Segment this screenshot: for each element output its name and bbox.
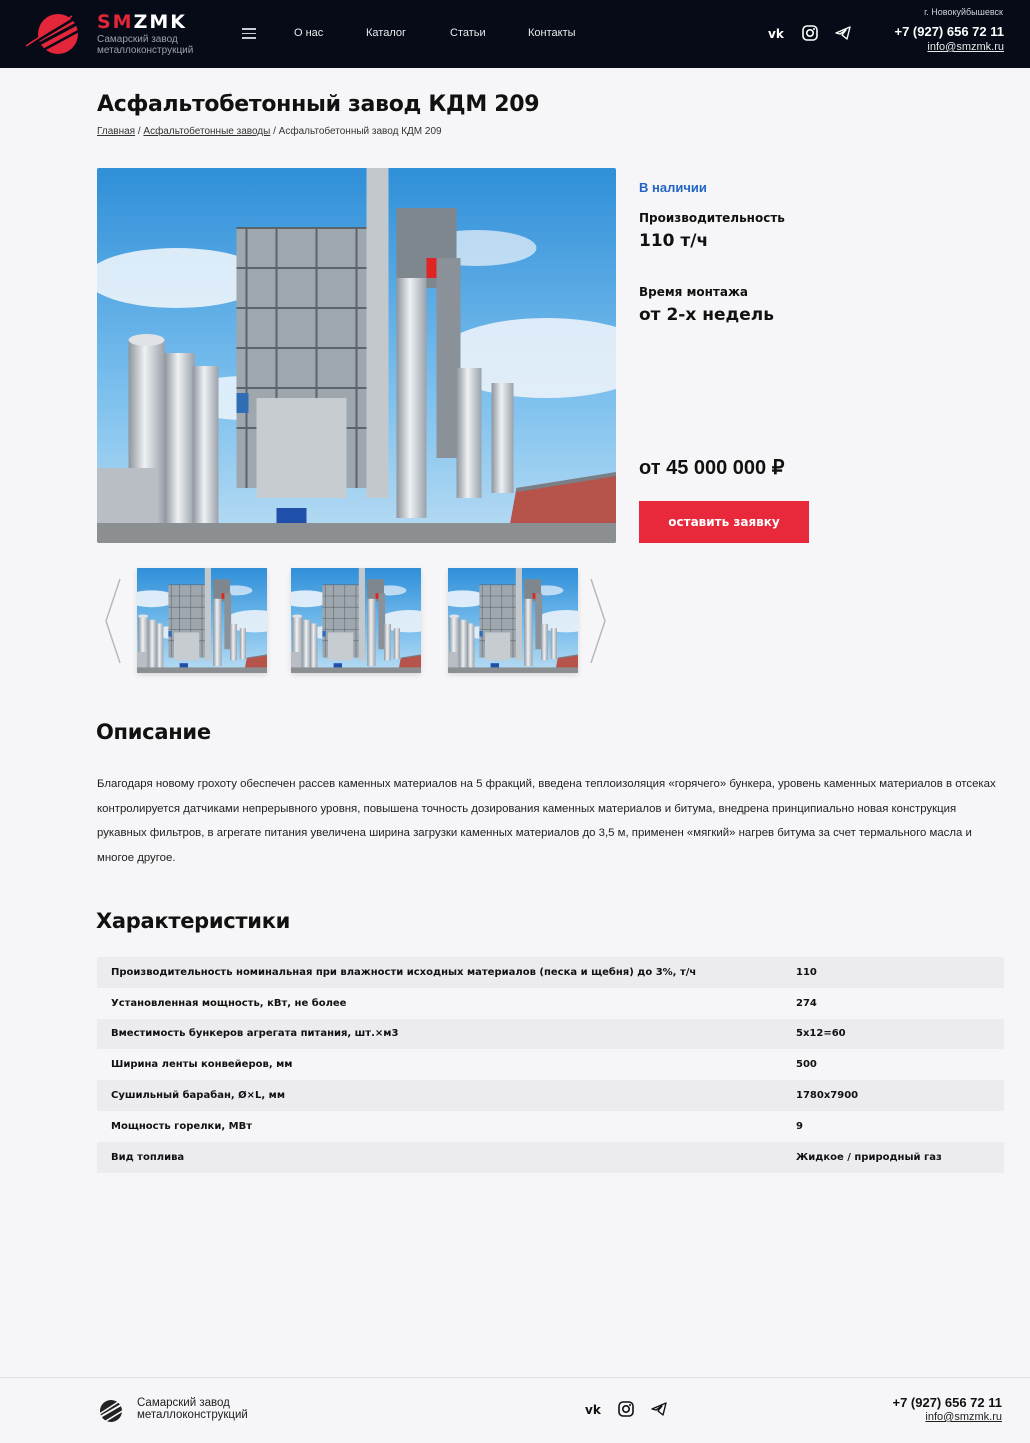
brand-tagline: Самарский завод металлоконструкций bbox=[97, 34, 194, 56]
spec-name: Установленная мощность, кВт, не более bbox=[111, 997, 347, 1009]
breadcrumb-current: Асфальтобетонный завод КДМ 209 bbox=[278, 126, 442, 137]
svg-text:vk: vk bbox=[585, 1403, 601, 1417]
brand-name[interactable]: SMZMK bbox=[97, 11, 188, 33]
breadcrumb-separator: / bbox=[135, 126, 144, 137]
spec-name: Мощность горелки, МВт bbox=[111, 1120, 252, 1132]
table-row bbox=[97, 988, 1004, 1019]
spec-name: Ширина ленты конвейеров, мм bbox=[111, 1059, 293, 1071]
thumbnail[interactable] bbox=[137, 568, 267, 673]
header-phone[interactable]: +7 (927) 656 72 11 bbox=[894, 24, 1004, 39]
svg-text:vk: vk bbox=[768, 27, 784, 41]
specs-table bbox=[97, 957, 1004, 1173]
table-row bbox=[97, 957, 1004, 988]
availability-status: В наличии bbox=[639, 180, 707, 195]
logo-icon[interactable] bbox=[26, 10, 86, 56]
breadcrumb-separator: / bbox=[270, 126, 279, 137]
footer-email[interactable]: info@smzmk.ru bbox=[925, 1411, 1002, 1423]
productivity-label: Производительность bbox=[639, 211, 785, 225]
telegram-icon[interactable] bbox=[834, 24, 852, 42]
header-email[interactable]: info@smzmk.ru bbox=[927, 41, 1004, 53]
spec-value: Жидкое / природный газ bbox=[796, 1151, 942, 1163]
spec-value: 5х12=60 bbox=[796, 1028, 846, 1040]
thumbnail[interactable] bbox=[291, 568, 421, 673]
site-header bbox=[0, 0, 1030, 68]
install-time-label: Время монтажа bbox=[639, 285, 749, 299]
order-button[interactable]: оставить заявку bbox=[639, 501, 809, 543]
nav-catalog[interactable]: Каталог bbox=[366, 27, 406, 39]
nav-about[interactable]: О нас bbox=[294, 27, 324, 39]
table-row bbox=[97, 1080, 1004, 1111]
instagram-icon[interactable] bbox=[617, 1400, 635, 1418]
nav-articles[interactable]: Статьи bbox=[450, 27, 486, 39]
install-time-value: от 2-х недель bbox=[639, 305, 774, 325]
spec-name: Производительность номинальная при влажности исходных материалов (песка и щебня) до 3%, т/ч bbox=[111, 966, 697, 978]
price: от 45 000 000 ₽ bbox=[639, 457, 785, 479]
city-label: г. Новокуйбышевск bbox=[924, 7, 1003, 17]
nav-contacts[interactable]: Контакты bbox=[528, 27, 576, 39]
table-row bbox=[97, 1019, 1004, 1050]
productivity-value: 110 т/ч bbox=[639, 231, 709, 251]
spec-value: 1780х7900 bbox=[796, 1090, 859, 1102]
vk-icon[interactable] bbox=[585, 1400, 603, 1418]
spec-value: 274 bbox=[796, 997, 817, 1009]
footer-divider bbox=[0, 1377, 1030, 1378]
spec-name: Вместимость бункеров агрегата питания, шт.×м3 bbox=[111, 1028, 399, 1040]
spec-value: 110 bbox=[796, 966, 817, 978]
description-heading: Описание bbox=[96, 720, 211, 744]
footer-company-name: Самарский завод металлоконструкций bbox=[137, 1397, 248, 1421]
footer-logo-icon[interactable] bbox=[95, 1396, 129, 1424]
spec-value: 9 bbox=[796, 1120, 803, 1132]
footer-phone[interactable]: +7 (927) 656 72 11 bbox=[892, 1395, 1002, 1410]
product-main-photo[interactable] bbox=[97, 168, 616, 543]
spec-value: 500 bbox=[796, 1059, 817, 1071]
breadcrumb-home[interactable]: Главная bbox=[97, 126, 136, 137]
description-text: Благодаря новому грохоту обеспечен рассев каменных материалов на 5 фракций, введена теплоизоляция «горячего» бункера, уровень каменных материалов в отсеках контролируется датчиками непрерывного уровня, повышена точность дозирования каменных материалов и битума, внедрена принципиально новая конструкция рукавных фильтров, в агрегате питания увеличена ширина загрузки каменных материалов до 3,5 м, применен «мягкий» нагрев битума за счет термального масла и многое другое. bbox=[97, 778, 996, 864]
menu-icon[interactable] bbox=[242, 28, 256, 39]
spec-name: Вид топлива bbox=[111, 1151, 185, 1163]
table-row bbox=[97, 1142, 1004, 1173]
chevron-right-icon[interactable] bbox=[589, 578, 607, 664]
breadcrumb-section[interactable]: Асфальтобетонные заводы bbox=[143, 126, 271, 137]
specs-heading: Характеристики bbox=[96, 909, 291, 933]
thumbnail[interactable] bbox=[448, 568, 578, 673]
table-row bbox=[97, 1049, 1004, 1080]
chevron-left-icon[interactable] bbox=[104, 578, 122, 664]
instagram-icon[interactable] bbox=[801, 24, 819, 42]
spec-name: Сушильный барабан, Ø×L, мм bbox=[111, 1090, 286, 1102]
vk-icon[interactable] bbox=[768, 24, 786, 42]
table-row bbox=[97, 1111, 1004, 1142]
breadcrumb bbox=[97, 126, 442, 137]
telegram-icon[interactable] bbox=[650, 1400, 668, 1418]
page-title: Асфальтобетонный завод КДМ 209 bbox=[97, 92, 540, 117]
